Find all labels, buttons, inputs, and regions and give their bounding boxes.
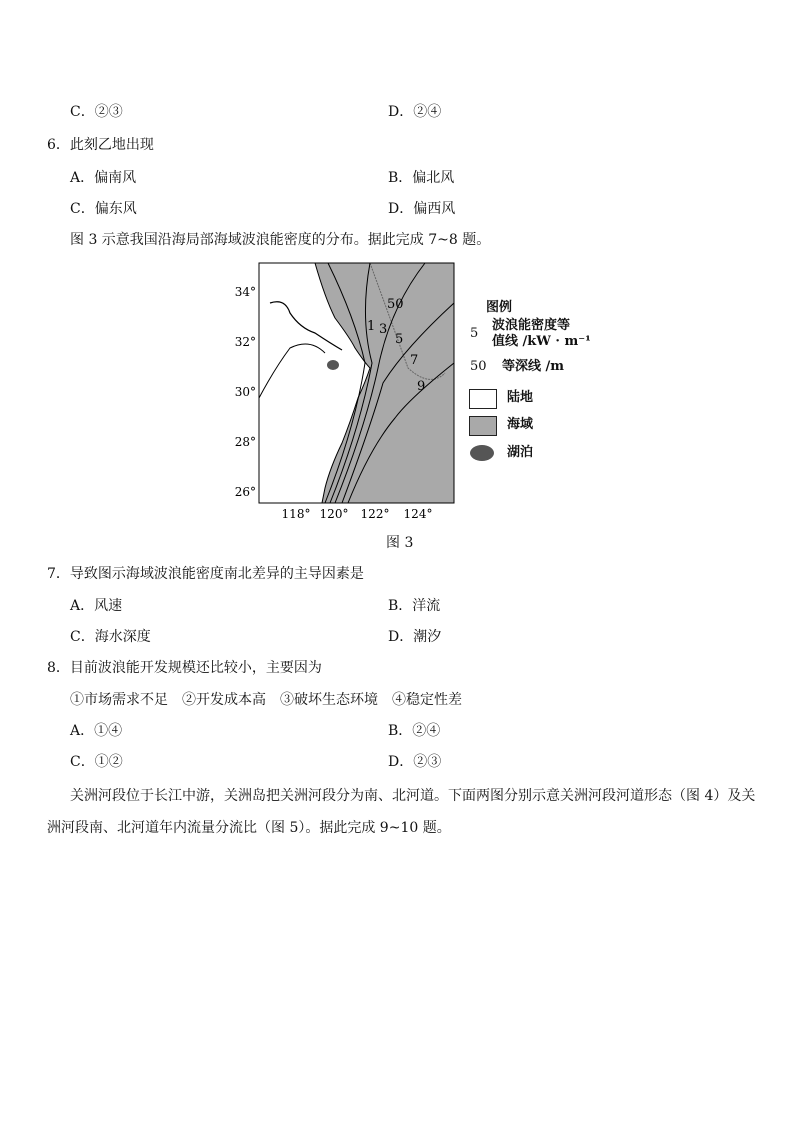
- lon-tick: 120°: [319, 507, 349, 521]
- lat-tick: 30°: [234, 385, 256, 399]
- contour-label: 7: [410, 353, 419, 368]
- q6-option-d: D．偏西风: [388, 201, 456, 217]
- lat-tick: 32°: [234, 335, 256, 349]
- figure-caption: 图 3: [386, 535, 414, 551]
- q6-stem: 6．此刻乙地出现: [47, 137, 154, 153]
- q8-option-c: C．①②: [70, 754, 123, 770]
- q8-stem: 8．目前波浪能开发规模还比较小，主要因为: [47, 660, 322, 676]
- lon-tick: 122°: [360, 507, 390, 521]
- contour-label: 3: [379, 322, 388, 337]
- lon-tick: 124°: [403, 507, 433, 521]
- lat-tick: 26°: [234, 485, 256, 499]
- q5-option-c: C．②③: [70, 104, 123, 120]
- lat-tick: 34°: [234, 285, 256, 299]
- q7-option-d: D．潮汐: [388, 629, 442, 645]
- contour-label: 9: [417, 379, 426, 394]
- q7-option-b: B．洋流: [388, 598, 441, 614]
- q8-option-b: B．②④: [388, 723, 441, 739]
- q7-option-c: C．海水深度: [70, 629, 151, 645]
- legend-wave-sample: 5: [470, 326, 479, 341]
- legend-sea: 海域: [507, 417, 534, 432]
- legend-depth-label: 等深线 /m: [502, 359, 565, 374]
- q6-option-a: A．偏南风: [70, 170, 137, 186]
- q6-option-c: C．偏东风: [70, 201, 137, 217]
- q8-option-a: A．①④: [70, 723, 123, 739]
- legend-land-swatch: [469, 389, 497, 409]
- legend-title: 图例: [486, 300, 513, 315]
- q6-option-b: B．偏北风: [388, 170, 455, 186]
- lon-tick: 118°: [281, 507, 311, 521]
- wave-energy-map: [230, 258, 470, 533]
- lake: [327, 360, 339, 370]
- q7-option-a: A．风速: [70, 598, 123, 614]
- contour-label: 5: [395, 332, 404, 347]
- fig3-intro: 图 3 示意我国沿海局部海域波浪能密度的分布。据此完成 7~8 题。: [70, 232, 491, 248]
- legend-lake: 湖泊: [507, 445, 534, 460]
- depth-label: 50: [387, 297, 404, 312]
- q8-option-d: D．②③: [388, 754, 442, 770]
- lat-tick: 28°: [234, 435, 256, 449]
- passage-line2: 洲河段南、北河道年内流量分流比（图 5）。据此完成 9~10 题。: [47, 820, 451, 836]
- legend-lake-swatch: [470, 445, 494, 461]
- legend-land: 陆地: [507, 390, 534, 405]
- passage-line1: 关洲河段位于长江中游，关洲岛把关洲河段分为南、北河道。下面两图分别示意关洲河段河道形态（图 4）及关: [70, 788, 756, 804]
- legend-depth-sample: 50: [470, 359, 487, 374]
- q8-statements: ①市场需求不足 ②开发成本高 ③破坏生态环境 ④稳定性差: [70, 692, 462, 708]
- contour-label: 1: [367, 319, 376, 334]
- legend-wave-line2: 值线 /kW · m⁻¹: [492, 334, 591, 349]
- q5-option-d: D．②④: [388, 104, 442, 120]
- legend-sea-swatch: [469, 416, 497, 436]
- q7-stem: 7．导致图示海域波浪能密度南北差异的主导因素是: [47, 566, 364, 582]
- legend-wave-line1: 波浪能密度等: [492, 318, 571, 333]
